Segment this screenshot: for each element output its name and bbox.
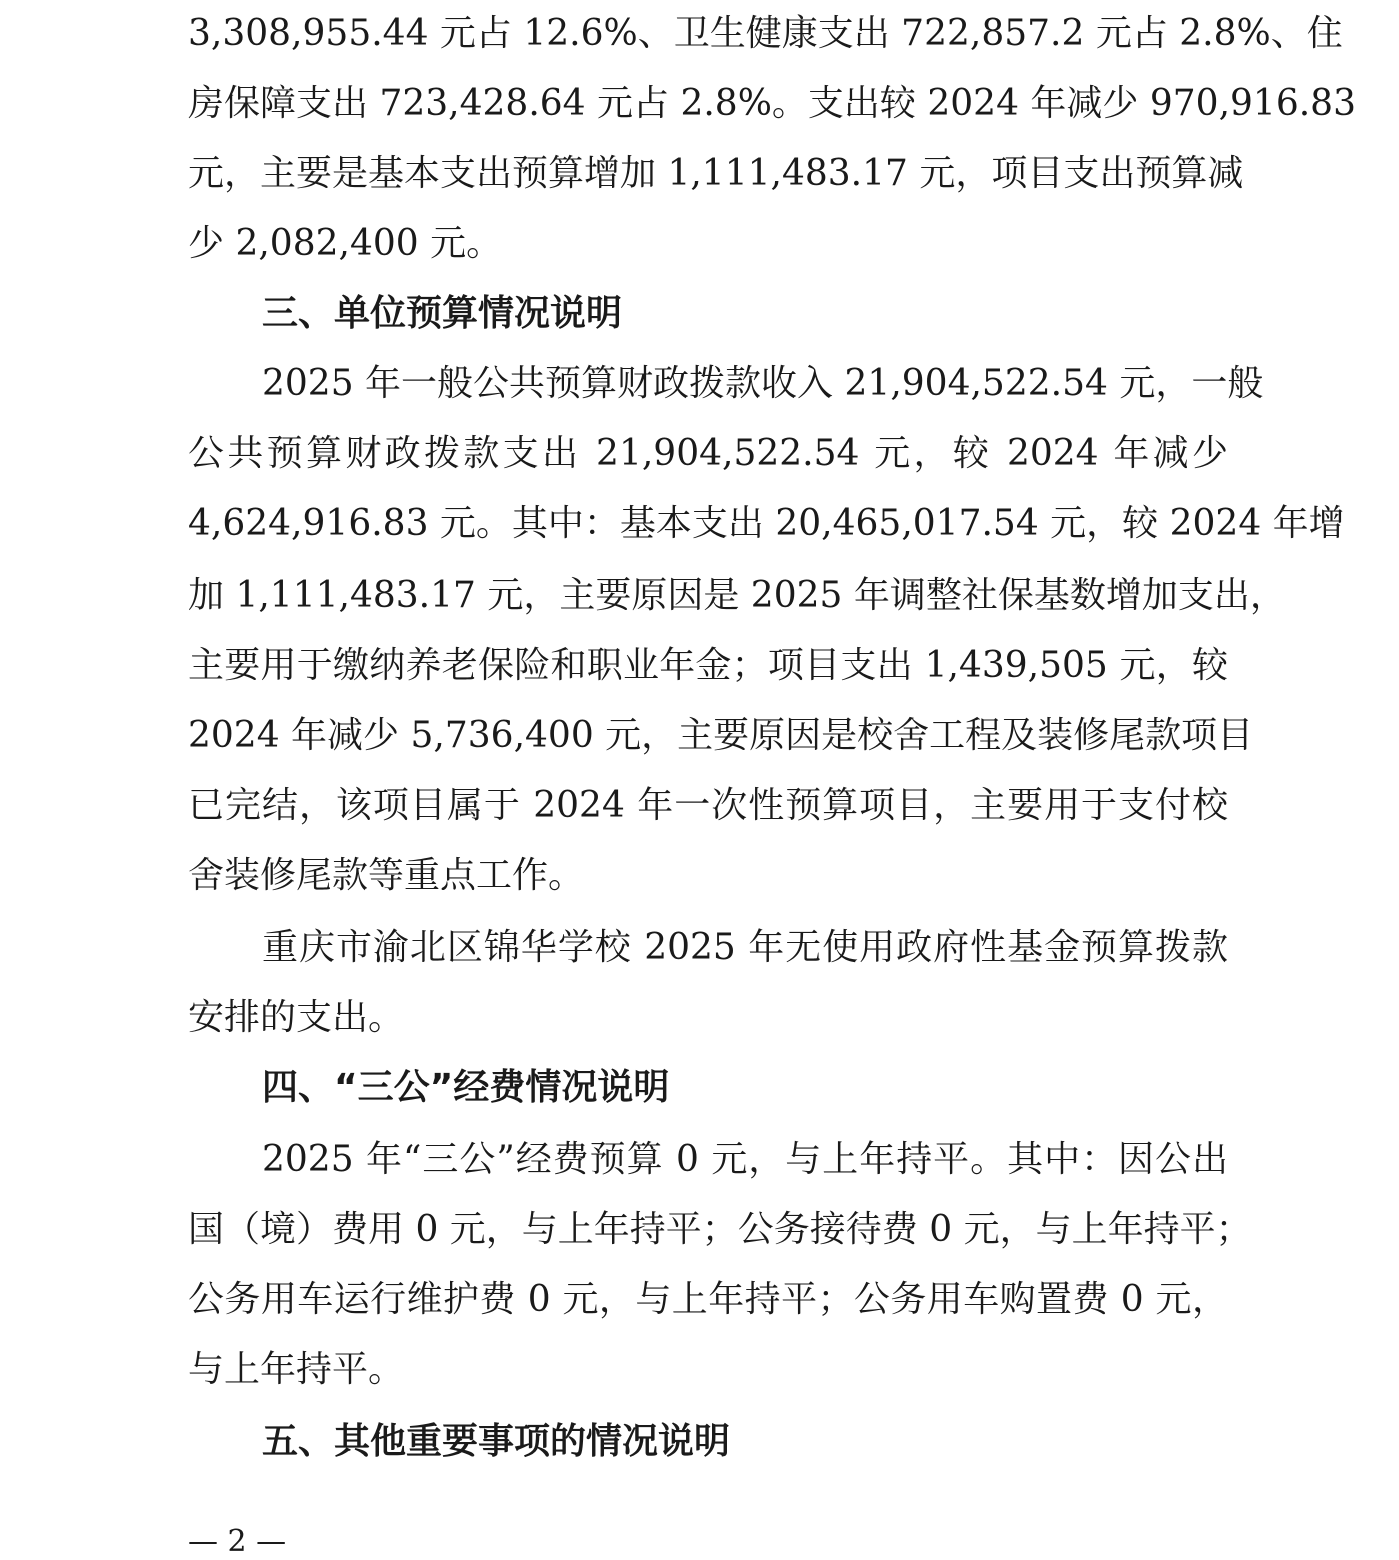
paragraph-2-line-7: 已完结，该项目属于 2024 年一次性预算项目，主要用于支付校	[188, 785, 1228, 826]
paragraph-1-line-3: 元，主要是基本支出预算增加 1,111,483.17 元，项目支出预算减	[188, 153, 1244, 194]
paragraph-2-line-8: 舍装修尾款等重点工作。	[188, 855, 585, 896]
paragraph-1-line-1: 3,308,955.44 元占 12.6%、卫生健康支出 722,857.2 元占 2.8%、住	[188, 13, 1343, 54]
page-number: — 2 —	[188, 1524, 287, 1559]
paragraph-4-line-2: 国（境）费用 0 元，与上年持平；公务接待费 0 元，与上年持平；	[188, 1209, 1252, 1250]
paragraph-2-line-2: 公共预算财政拨款支出 21,904,522.54 元，较 2024 年减少	[188, 433, 1228, 474]
paragraph-4-line-3: 公务用车运行维护费 0 元，与上年持平；公务用车购置费 0 元，	[188, 1279, 1228, 1320]
paragraph-2-line-1: 2025 年一般公共预算财政拨款收入 21,904,522.54 元，一般	[262, 363, 1264, 404]
paragraph-2-line-5: 主要用于缴纳养老保险和职业年金；项目支出 1,439,505 元，较	[188, 645, 1228, 686]
paragraph-4-line-4: 与上年持平。	[188, 1349, 405, 1390]
section-heading-other-matters: 五、其他重要事项的情况说明	[262, 1421, 731, 1462]
paragraph-1-line-4: 少 2,082,400 元。	[188, 223, 503, 264]
paragraph-2-line-3: 4,624,916.83 元。其中：基本支出 20,465,017.54 元，较 2024 年增	[188, 503, 1345, 544]
section-heading-unit-budget: 三、单位预算情况说明	[262, 293, 623, 334]
paragraph-3-line-2: 安排的支出。	[188, 997, 405, 1038]
paragraph-4-line-1: 2025 年“三公”经费预算 0 元，与上年持平。其中：因公出	[262, 1139, 1228, 1180]
paragraph-2-line-6: 2024 年减少 5,736,400 元，主要原因是校舍工程及装修尾款项目	[188, 715, 1254, 756]
section-heading-three-public-expenses: 四、“三公”经费情况说明	[262, 1067, 670, 1108]
paragraph-1-line-2: 房保障支出 723,428.64 元占 2.8%。支出较 2024 年减少 970,916.83	[188, 83, 1356, 124]
paragraph-3-line-1: 重庆市渝北区锦华学校 2025 年无使用政府性基金预算拨款	[262, 927, 1228, 968]
paragraph-2-line-4: 加 1,111,483.17 元，主要原因是 2025 年调整社保基数增加支出，	[188, 575, 1286, 616]
